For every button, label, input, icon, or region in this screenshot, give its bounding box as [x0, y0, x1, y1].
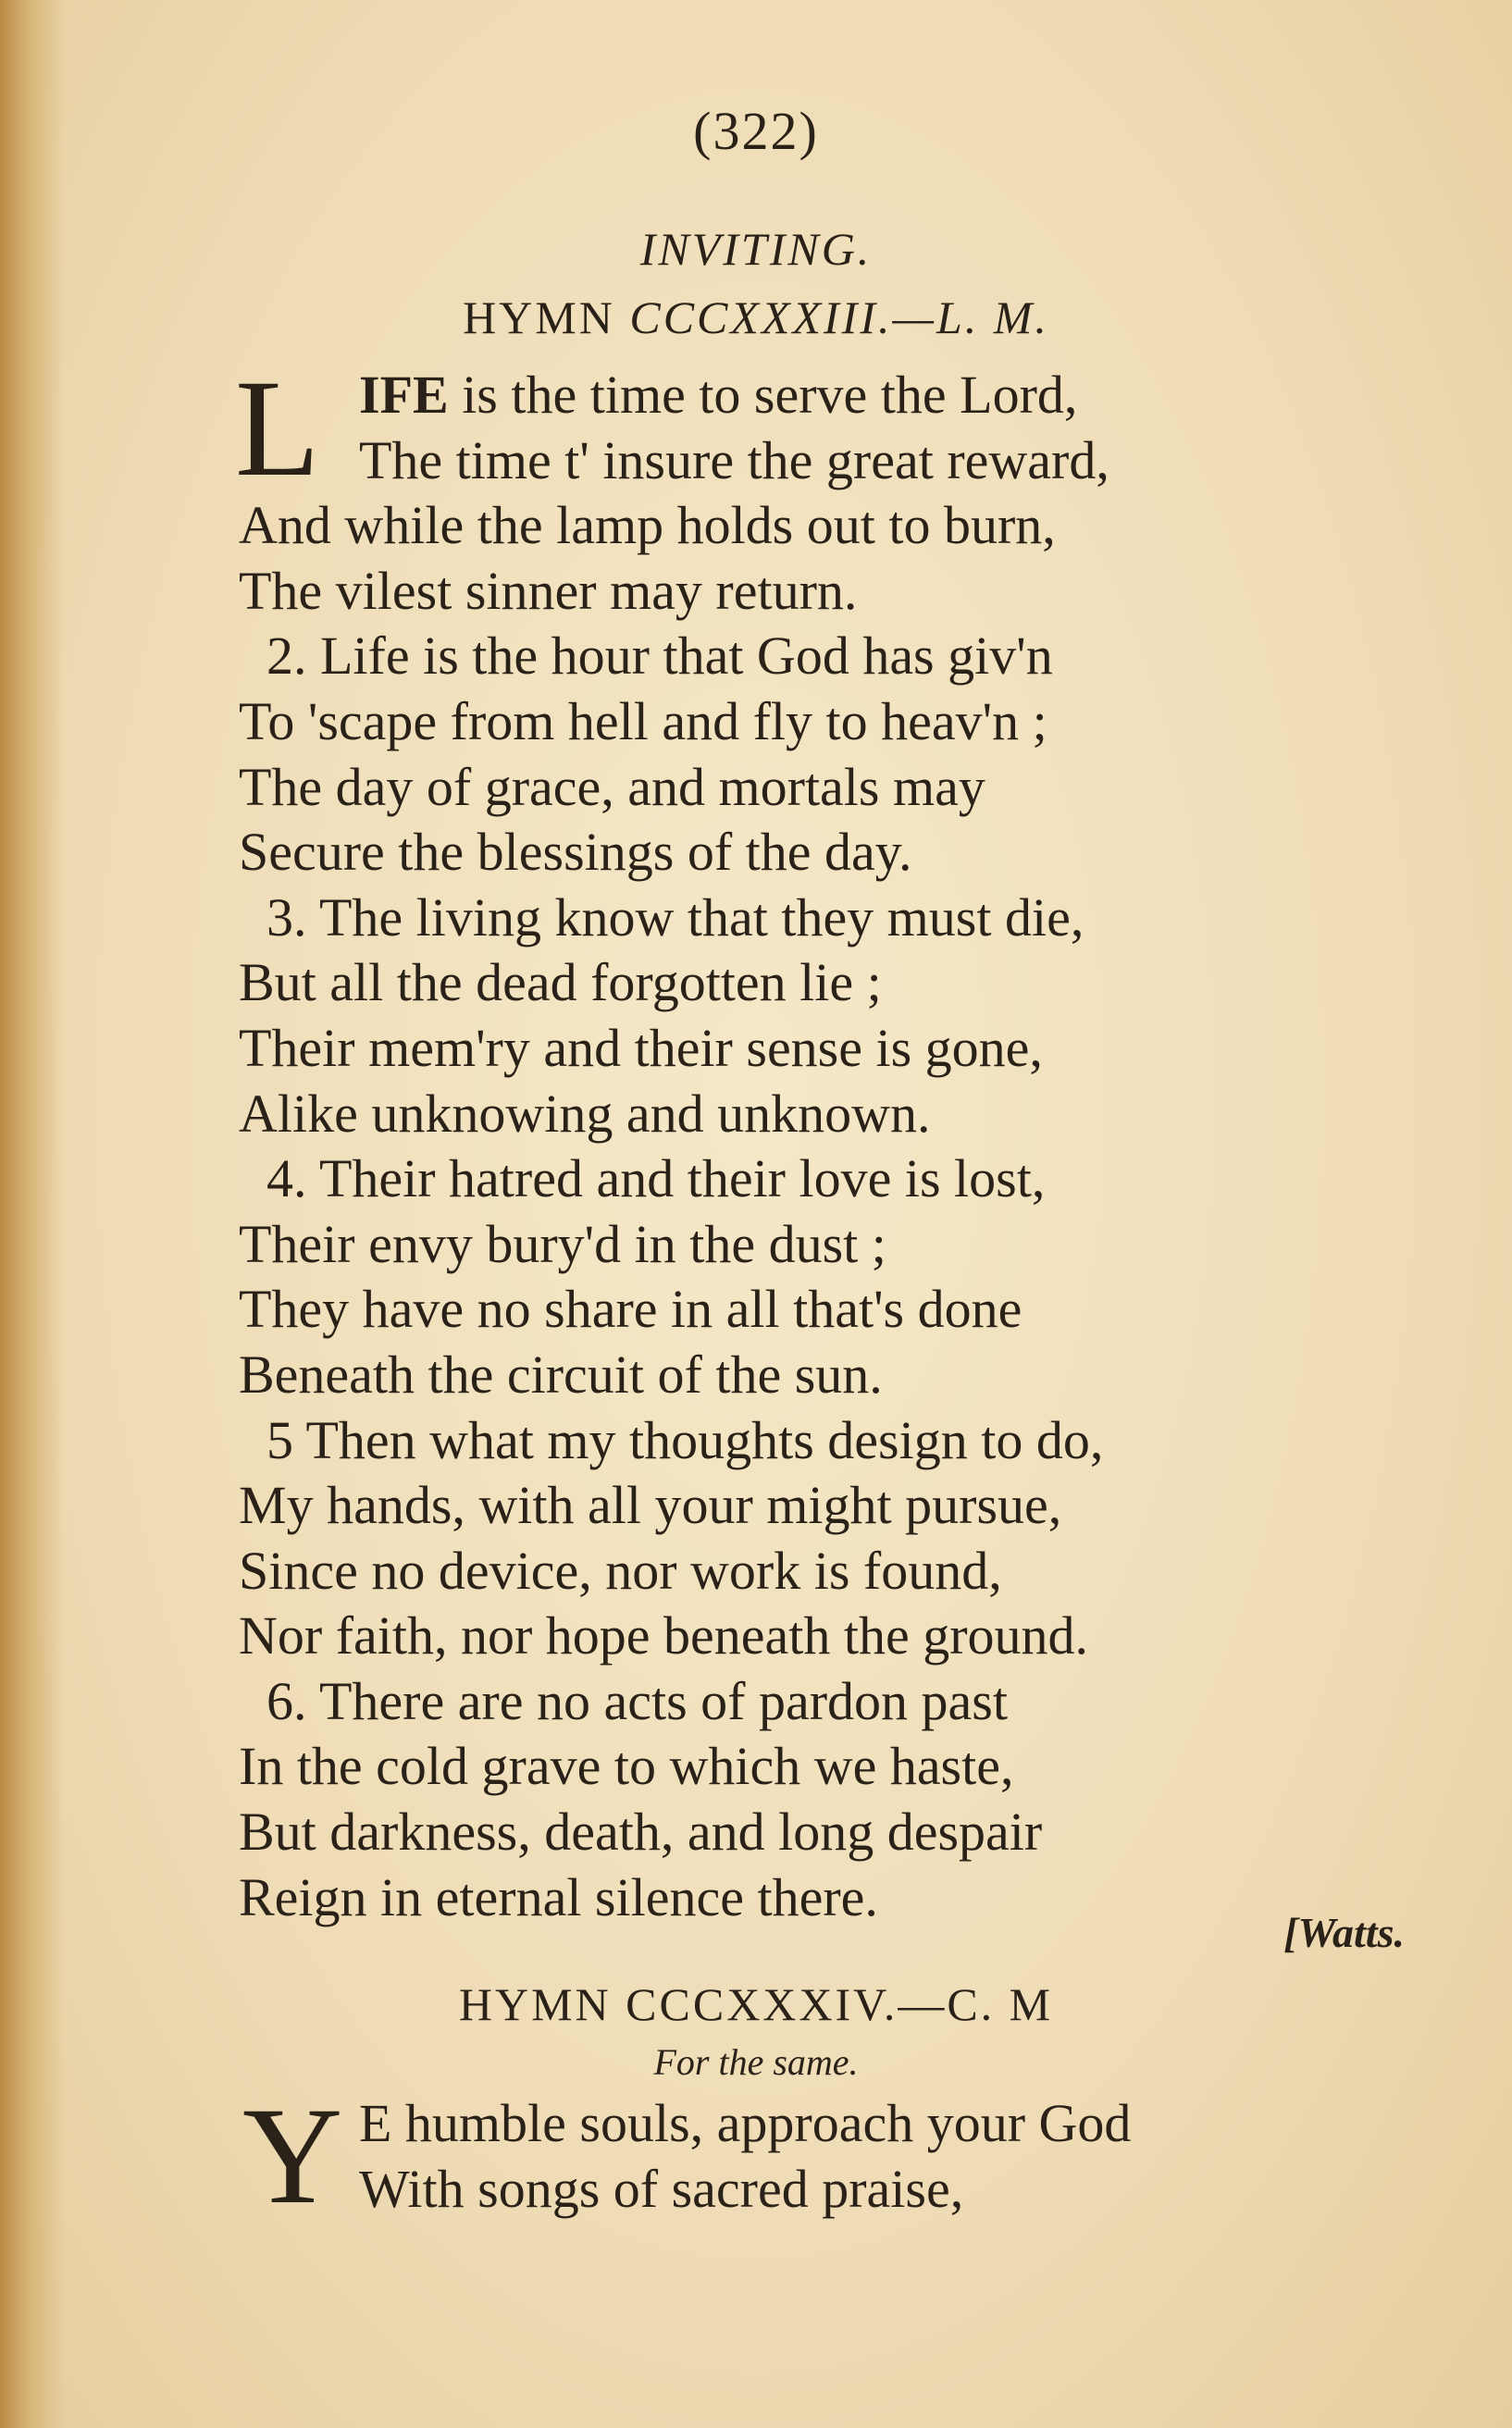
hymn-heading-2: HYMN CCCXXXIV.—C. M	[458, 1978, 1054, 2030]
hymn-verses-2	[239, 2091, 1405, 2222]
verse-line: Their mem'ry and their sense is gone,	[239, 1017, 1043, 1078]
verse-line: My hands, with all your might pursue,	[239, 1475, 1062, 1536]
verse-line: Secure the blessings of the day.	[239, 822, 912, 883]
attribution: [Watts.	[1283, 1909, 1405, 1956]
verse-line: 4. Their hatred and their love is lost,	[266, 1148, 1046, 1209]
hymn-subheading: For the same.	[653, 2041, 859, 2083]
verse-line: They have no share in all that's done	[239, 1279, 1022, 1340]
verse-line: 3. The living know that they must die,	[266, 886, 1084, 948]
first-word-rest: IFE	[359, 365, 449, 425]
verse-line: IFE is the time to serve the Lord,	[359, 365, 1078, 425]
verse-line: Since no device, nor work is found,	[239, 1540, 1002, 1601]
verse-line: Nor faith, nor hope beneath the ground.	[239, 1605, 1089, 1666]
verse-line: But all the dead forgotten lie ;	[239, 952, 882, 1013]
verse-line: In the cold grave to which we haste,	[239, 1736, 1014, 1797]
verse-line: And while the lamp holds out to burn,	[239, 495, 1056, 556]
verse-line: Alike unknowing and unknown.	[239, 1083, 931, 1144]
verse-line: The time t' insure the great reward,	[359, 429, 1109, 490]
verse-line: 2. Life is the hour that God has giv'n	[266, 626, 1053, 687]
hymn-meter: —L. M.	[892, 291, 1049, 343]
verse-line: With songs of sacred praise,	[359, 2158, 964, 2219]
hymn-verses	[239, 363, 1405, 1930]
drop-cap-2: Y	[242, 2079, 343, 2233]
verse-line: The vilest sinner may return.	[239, 560, 858, 621]
verse-line: E humble souls, approach your God	[359, 2093, 1132, 2153]
page-number: (322)	[693, 101, 819, 161]
verse-line: To 'scape from hell and fly to heav'n ;	[239, 690, 1047, 751]
drop-cap: L	[235, 352, 320, 505]
verse-line: But darkness, death, and long despair	[239, 1802, 1043, 1863]
verse-line: 6. There are no acts of pardon past	[266, 1670, 1008, 1731]
hymn-heading	[0, 291, 1512, 344]
section-heading: INVITING.	[639, 223, 873, 275]
hymn-number: CCCXXXIII.	[629, 291, 893, 343]
verse-line: 5 Then what my thoughts design to do,	[266, 1409, 1104, 1470]
verse-line: The day of grace, and mortals may	[239, 756, 985, 817]
verse-line: Reign in eternal silence there.	[239, 1866, 878, 1927]
verse-line: Beneath the circuit of the sun.	[239, 1344, 883, 1405]
hymn-prefix: HYMN	[463, 291, 615, 343]
verse-line: Their envy bury'd in the dust ;	[239, 1213, 886, 1274]
